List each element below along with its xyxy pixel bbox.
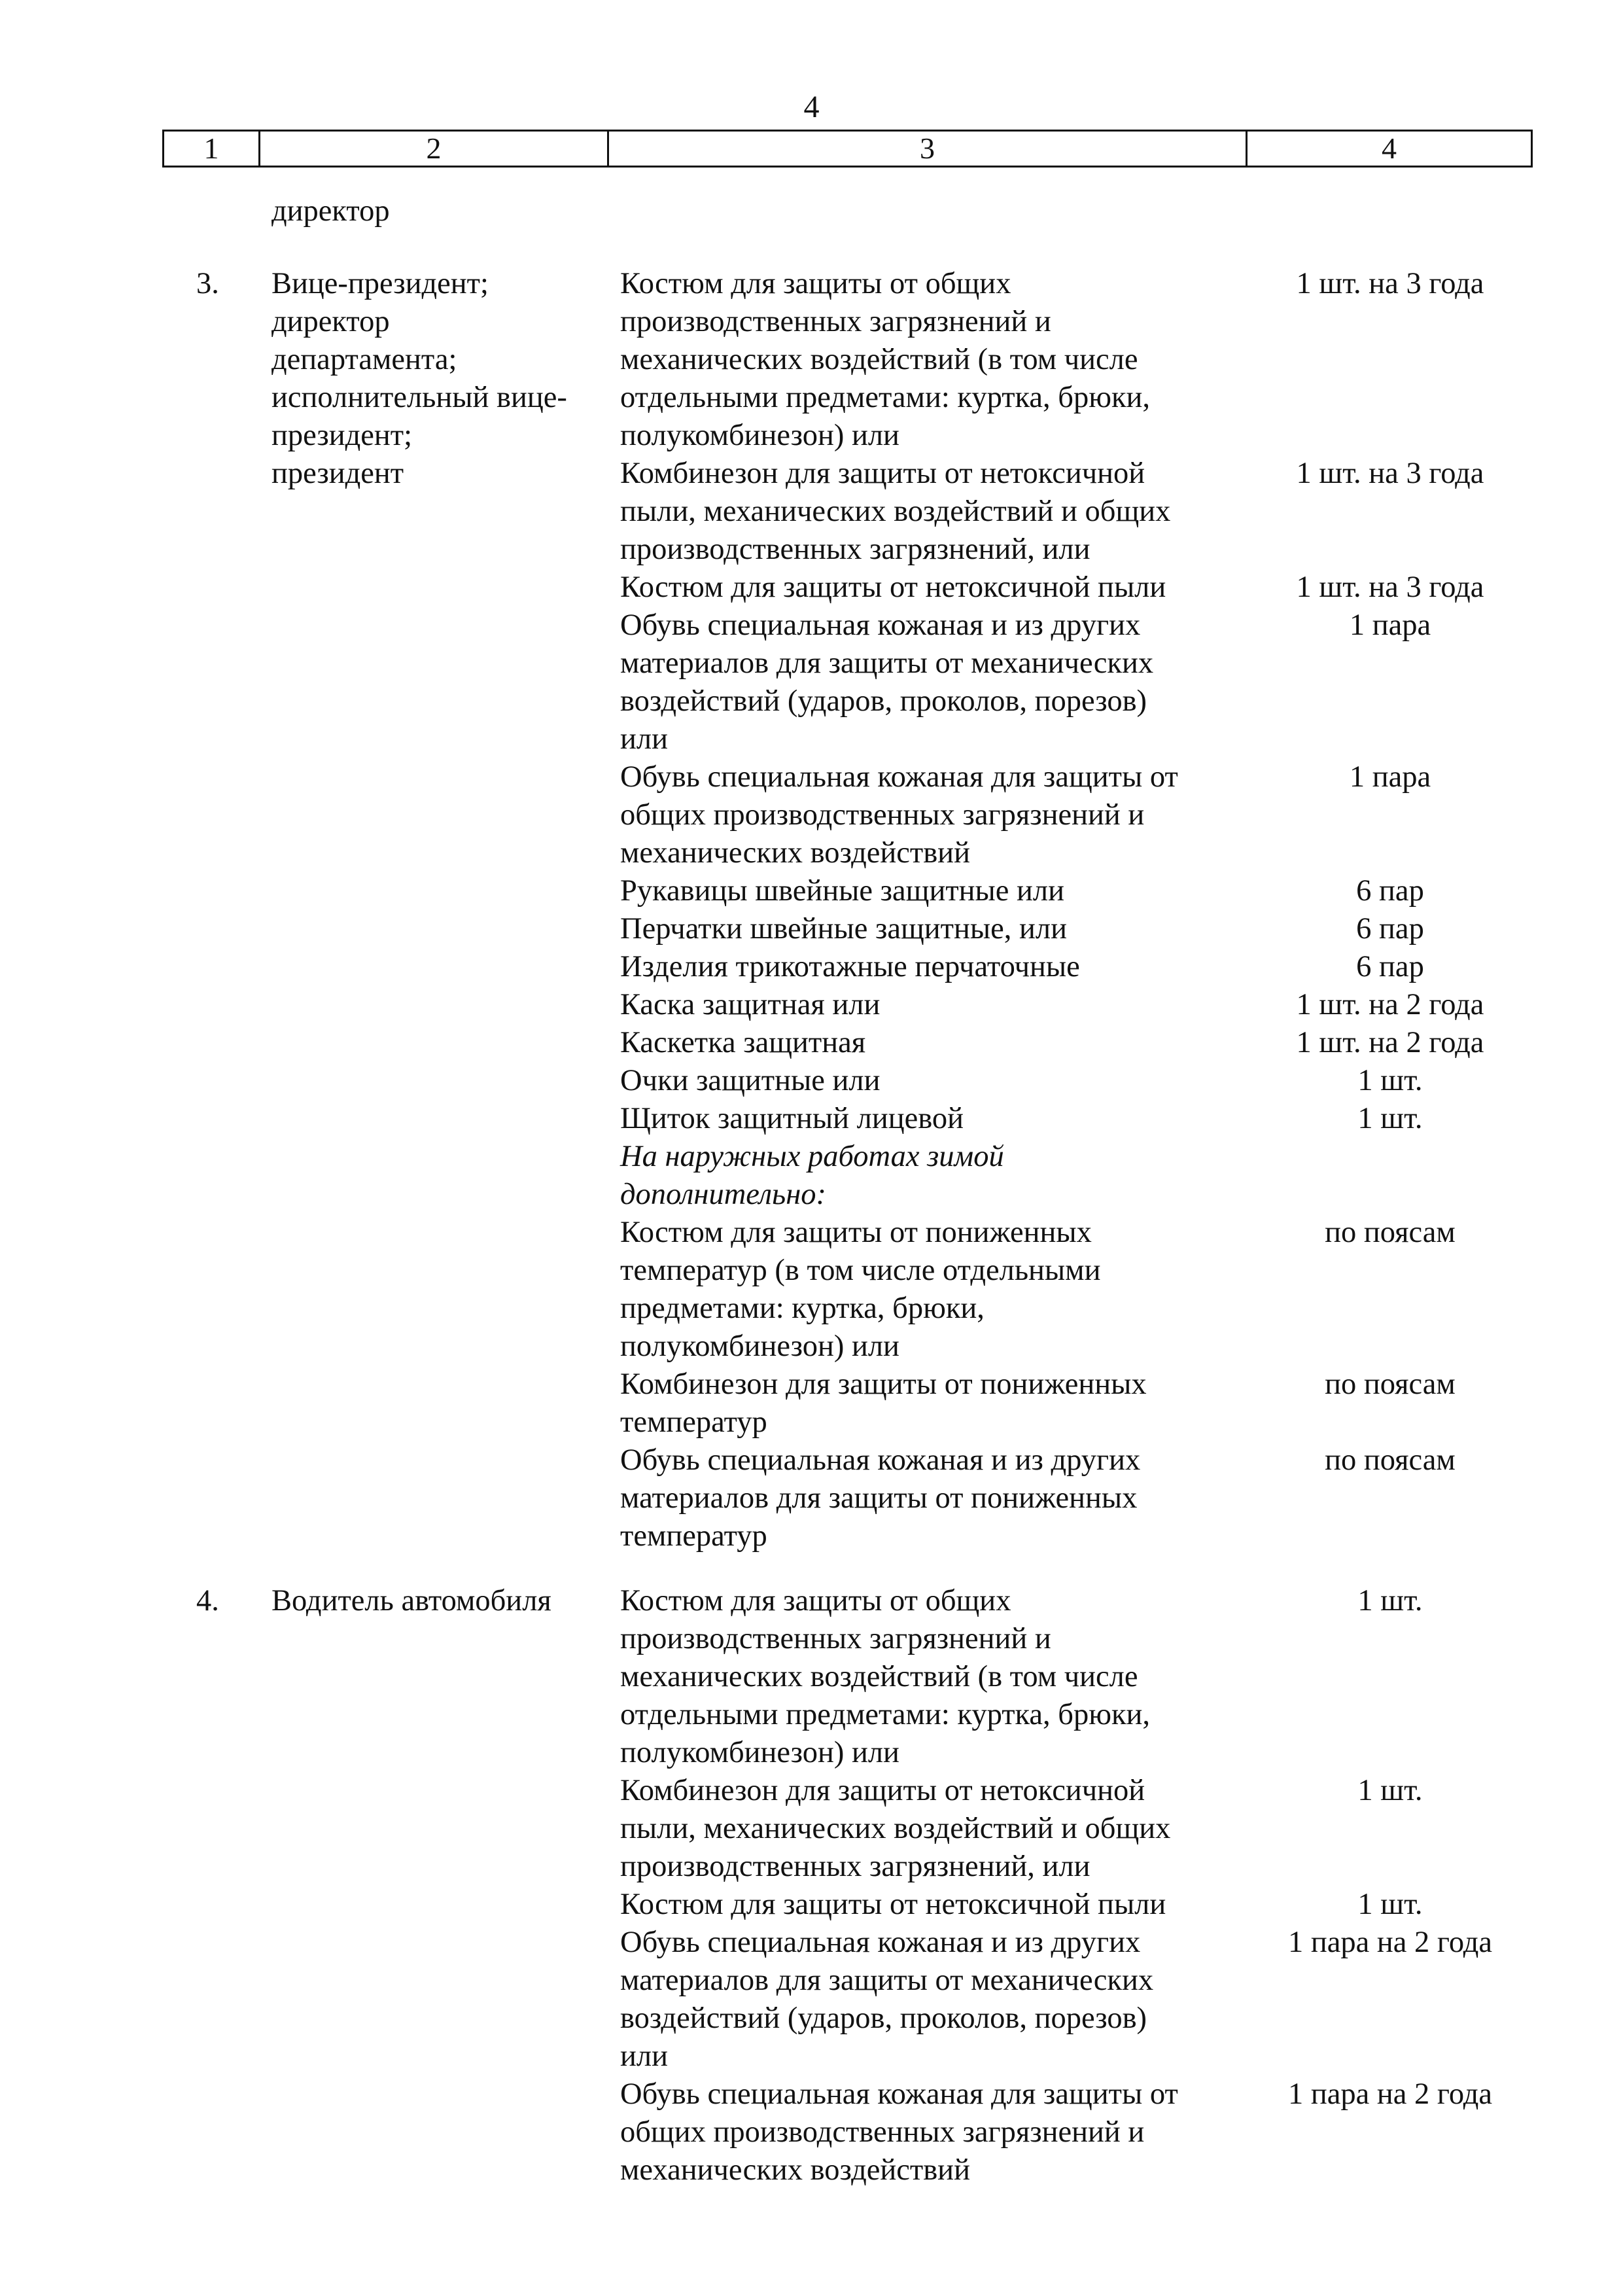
ppe-item-line: Обувь специальная кожаная для защиты от [620,760,1178,794]
ppe-item-line: общих производственных загрязнений и [620,2115,1145,2149]
ppe-item-line: производственных загрязнений, или [620,533,1091,566]
ppe-item-line: На наружных работах зимой [620,1140,1004,1173]
ppe-item-line: Очки защитные или [620,1064,881,1097]
ppe-item-line: Перчатки швейные защитные, или [620,912,1067,945]
ppe-item-line: дополнительно: [620,1178,827,1211]
column-header-2: 2 [260,131,608,167]
issue-norm: 6 пар [1356,950,1424,983]
ppe-item-line: Обувь специальная кожаная и из других [620,1926,1141,1959]
ppe-item-line: Обувь специальная кожаная и из других [620,609,1141,642]
ppe-item-line: механических воздействий [620,836,970,870]
ppe-item-line: Обувь специальная кожаная для защиты от [620,2077,1178,2111]
issue-norm: 1 шт. на 3 года [1296,457,1484,490]
position-title-line: президент; [271,419,413,452]
position-title-line: Вице-президент; [271,267,489,300]
issue-norm: 1 шт. на 3 года [1296,267,1484,300]
ppe-item-line: общих производственных загрязнений и [620,798,1145,832]
ppe-item-line: отдельными предметами: куртка, брюки, [620,381,1151,414]
ppe-item-line: производственных загрязнений и [620,305,1051,338]
ppe-item-line: механических воздействий (в том числе [620,343,1138,376]
ppe-item-line: Изделия трикотажные перчаточные [620,950,1080,983]
ppe-item-line: материалов для защиты от механических [620,1964,1154,1997]
ppe-item-line: производственных загрязнений и [620,1622,1051,1655]
ppe-item-line: Комбинезон для защиты от пониженных [620,1368,1147,1401]
issue-norm: 1 шт. [1357,1064,1423,1097]
ppe-item-line: пыли, механических воздействий и общих [620,1812,1171,1845]
ppe-item-line: производственных загрязнений, или [620,1850,1091,1883]
ppe-item-line: материалов для защиты от пониженных [620,1481,1138,1515]
ppe-item-line: Костюм для защиты от нетоксичной пыли [620,571,1166,604]
issue-norm: 1 пара на 2 года [1287,1926,1493,1959]
position-title-line: исполнительный вице- [271,381,567,414]
ppe-item-line: Комбинезон для защиты от нетоксичной [620,457,1145,490]
ppe-item-line: Щиток защитный лицевой [620,1102,964,1135]
ppe-item-line: температур [620,1405,767,1439]
page-number: 4 [803,90,820,124]
ppe-item-line: пыли, механических воздействий и общих [620,495,1171,528]
ppe-item-line: воздействий (ударов, проколов, порезов) [620,2002,1147,2035]
position-title-line: президент [271,457,404,490]
issue-norm: 1 пара [1349,760,1431,794]
issue-norm: по поясам [1325,1368,1456,1401]
issue-norm: 1 шт. на 3 года [1296,571,1484,604]
ppe-item-line: Рукавицы швейные защитные или [620,874,1065,908]
ppe-item-line: полукомбинезон) или [620,1330,899,1363]
row-number: 4. [196,1584,219,1617]
position-title-line: директор [271,305,390,338]
ppe-item-line: механических воздействий (в том числе [620,1660,1138,1693]
row-number: 3. [196,267,219,300]
issue-norm: 1 пара [1349,609,1431,642]
ppe-item-line: механических воздействий [620,2153,970,2187]
ppe-item-line: воздействий (ударов, проколов, порезов) [620,684,1147,718]
ppe-item-line: Костюм для защиты от нетоксичной пыли [620,1888,1166,1921]
issue-norm: по поясам [1325,1443,1456,1477]
ppe-item-line: полукомбинезон) или [620,1736,899,1769]
issue-norm: 6 пар [1356,874,1424,908]
issue-norm: 1 шт. [1357,1774,1423,1807]
ppe-item-line: Каска защитная или [620,988,881,1021]
column-header-1: 1 [164,131,260,167]
issue-norm: 1 пара на 2 года [1287,2077,1493,2111]
issue-norm: 1 шт. [1357,1888,1423,1921]
ppe-item-line: Каскетка защитная [620,1026,866,1059]
position-title-line: Водитель автомобиля [271,1584,551,1617]
column-header-3: 3 [608,131,1247,167]
position-title-line: департамента; [271,343,457,376]
issue-norm: 1 шт. на 2 года [1296,1026,1484,1059]
issue-norm: 6 пар [1356,912,1424,945]
issue-norm: 1 шт. [1357,1584,1423,1617]
ppe-item-line: предметами: куртка, брюки, [620,1292,985,1325]
issue-norm: по поясам [1325,1216,1456,1249]
carry-over-position: директор [271,194,390,228]
ppe-item-line: или [620,2040,668,2073]
ppe-item-line: Комбинезон для защиты от нетоксичной [620,1774,1145,1807]
column-header-4: 4 [1247,131,1532,167]
ppe-item-line: или [620,722,668,756]
ppe-item-line: температур [620,1519,767,1553]
ppe-item-line: Костюм для защиты от общих [620,1584,1011,1617]
ppe-item-line: материалов для защиты от механических [620,646,1154,680]
ppe-item-line: Обувь специальная кожаная и из других [620,1443,1141,1477]
ppe-item-line: отдельными предметами: куртка, брюки, [620,1698,1151,1731]
ppe-item-line: температур (в том числе отдельными [620,1254,1101,1287]
issue-norm: 1 шт. [1357,1102,1423,1135]
ppe-item-line: Костюм для защиты от пониженных [620,1216,1092,1249]
issue-norm: 1 шт. на 2 года [1296,988,1484,1021]
ppe-item-line: Костюм для защиты от общих [620,267,1011,300]
ppe-item-line: полукомбинезон) или [620,419,899,452]
